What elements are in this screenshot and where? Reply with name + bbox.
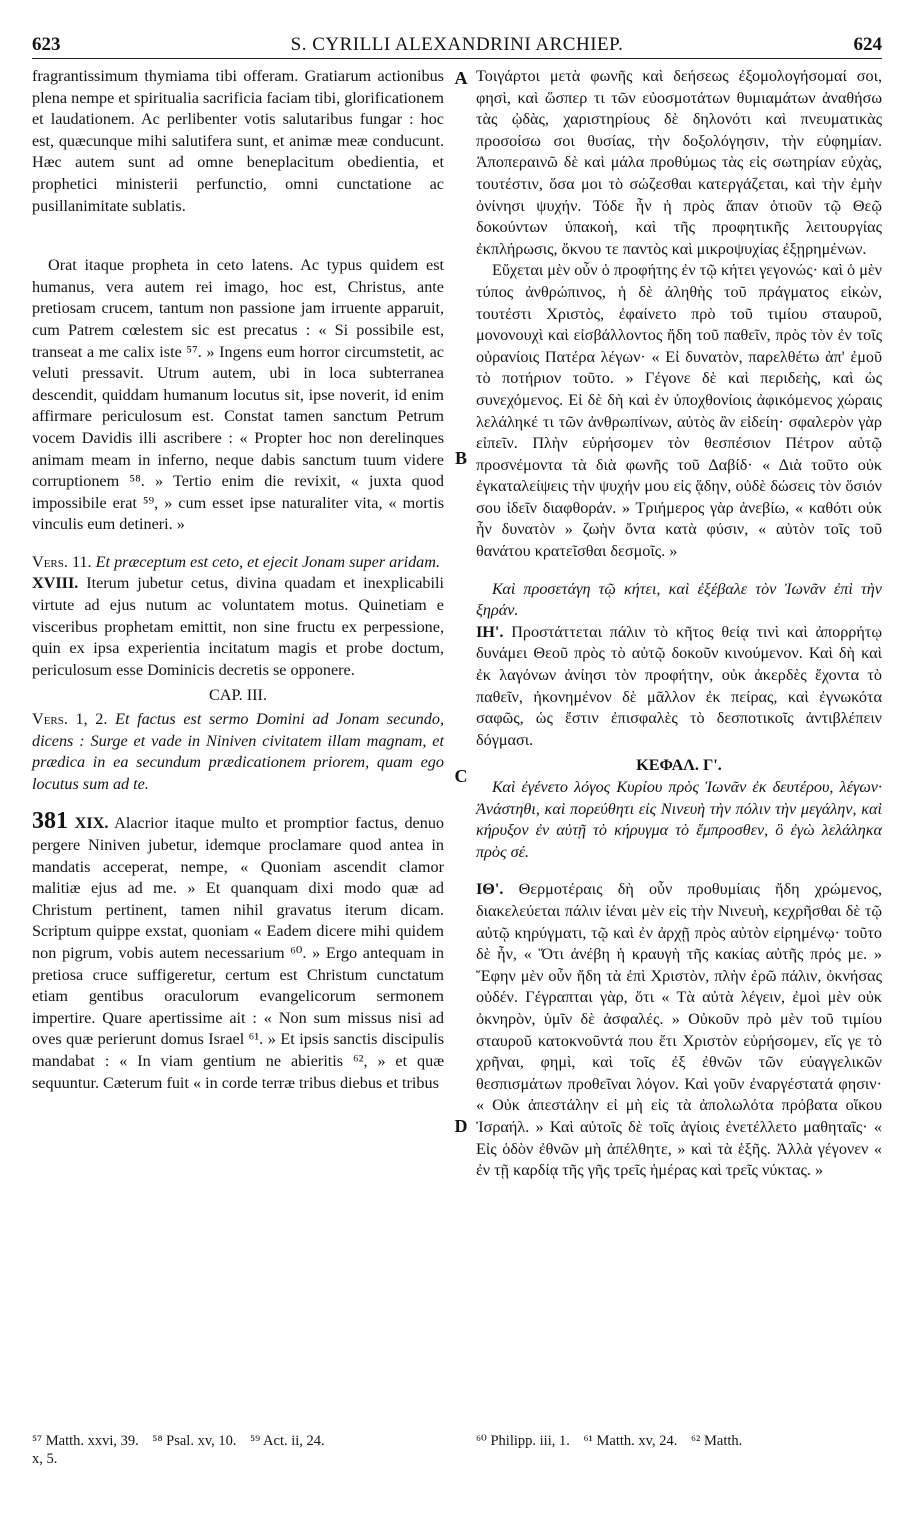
footnote-61: ⁶¹ Matth. xv, 24. <box>583 1433 678 1449</box>
latin-paragraph-4 <box>32 808 445 1094</box>
latin-section-19-label: XIX. <box>74 814 109 833</box>
latin-paragraph-2: Orat itaque propheta in ceto latens. Ac typus quidem est humanus, vera autem rei imago, hoc est, Christus, ante pretiosam crucem, tantum non passione jam irruente apparuit, cum Patrem cœlestem sic est precatus : « Si possibile est, transeat a me calix iste ⁵⁷. » Ingens eum horror circumstetit, ac veluti pressavit. Utrum autem, ubi in loca subterranea descendit, quiddam humanum locutus sit, ipse noverit, id enim affirmare periculosum est. Constat tamen sanctum Petrum vocem Davidis illi ascribere : « Propter hoc non derelinques animam meam in inferno, neque dabis sanctum tuum videre corruptionem ⁵⁸. » Tertio enim die revixit, « juxta quod impossibile erat ⁵⁹, » cum esset ipse naturaliter vita, « mortis vinculis eum detineri. » <box>32 256 444 534</box>
latin-verse-1-2-label: Vers. 1, 2. <box>32 710 108 729</box>
latin-paragraph-3 <box>32 573 444 681</box>
margin-letter-a: A <box>454 68 468 88</box>
latin-section-19-text: Alacrior itaque multo et promptior factus, denuo pergere Niniven jubetur, idemque proclamare quod antea in mandatis acceperat, nempe, « Quoniam ascendit clamor malitiæ ejus ad me. » Et quanquam dixi modo quæ ad Christum pertinent, tamen nihil gravatus iterum dicam. Scriptum quippe exstat, quoniam « Eadem dicere mihi quidem non pigrum, vobis autem necessarium ⁶⁰. » Ergo antequam in pretiosa cruce suffigeretur, certum est Christum cunctatum etiam gentibus oraculorum evangelicorum sermonem impertire. Quare apertissime ait : « Non sum missus nisi ad oves quæ perierunt domus Israel ⁶¹. » Et ipsis sanctis discipulis mandabat : « In viam gentium ne abieritis ⁶², » et quæ sequuntur. Cæterum fuit « in corde terræ tribus diebus et tribus <box>32 814 445 1092</box>
latin-column <box>32 66 444 1094</box>
column-number: 381 <box>32 808 68 835</box>
footnotes-right <box>476 1432 882 1450</box>
greek-paragraph-4 <box>476 879 882 1181</box>
page-number-right: 624 <box>853 34 882 55</box>
margin-letter-c: C <box>454 766 468 786</box>
margin-letter-b: B <box>454 448 467 468</box>
greek-verse-1-2: Καὶ ἐγένετο λόγος Κυρίου πρὸς Ἰωνᾶν ἐκ δευτέρου, λέγων· Ἀνάστηθι, καὶ πορεύθητι εἰς Νινευὴ τὴν πόλιν τὴν μεγάλην, καὶ κήρυξον ἐν αὐτῇ τὸ κήρυγμα τὸ ἔμπροσθεν, ὃ ἐγὼ λελάληκα πρὸς σέ. <box>476 778 882 861</box>
greek-verse-11: Καὶ προσετάγη τῷ κήτει, καὶ ἐξέβαλε τὸν Ἰωνᾶν ἐπὶ τὴν ξηράν. <box>476 579 882 620</box>
greek-column <box>476 66 882 1182</box>
footnote-57: ⁵⁷ Matth. xxvi, 39. <box>32 1433 139 1449</box>
latin-verse-1-2-text: Et factus est sermo Domini ad Jonam secundo, dicens : Surge et vade in Niniven civitatem illam magnam, et prædica in ea secundum prædicationem priorem, quam ego locutus sum ad te. <box>32 710 444 793</box>
latin-section-18-text: Iterum jubetur cetus, divina quadam et inexplicabili virtute ad ejus nutum ac voluntatem motus. Quinetiam e visceribus prophetam emittit, non sine fructu ex perpessione, quin ex ipsa experientia incitatum magis et probe doctum, periculosum esse Dominicis decretis se opponere. <box>32 574 445 679</box>
greek-chapter-heading: ΚΕΦΑΛ. Γ'. <box>636 756 722 775</box>
latin-verse-11 <box>32 552 444 574</box>
latin-verse-1-2 <box>32 709 444 795</box>
footnote-62-continuation: x, 5. <box>32 1451 58 1467</box>
latin-chapter-heading: CAP. III. <box>208 686 267 705</box>
footnote-58: ⁵⁸ Psal. xv, 10. <box>152 1433 237 1449</box>
latin-verse-11-text: Et præceptum est ceto, et ejecit Jonam super aridam. <box>95 552 440 571</box>
running-title: S. CYRILLI ALEXANDRINI ARCHIEP. <box>290 34 624 55</box>
footnote-59: ⁵⁹ Act. ii, 24. <box>250 1433 325 1449</box>
latin-paragraph-1: fragrantissimum thymiama tibi offeram. Gratiarum actionibus plena nempe et spiritualia sacrificia faciam tibi, glorificationem et laudationem. Ac perlibenter votis salutaribus fungar : hoc est, quæcunque mihi salutifera sunt, et animæ meæ conducunt. Hæc autem sunt ad omne beneplacitum obedientia, et prophetici ministerii perfunctio, omni cunctatione ac pusillanimitate sublatis. <box>32 67 444 215</box>
latin-section-18-label: XVIII. <box>32 574 79 593</box>
footnote-60: ⁶⁰ Philipp. iii, 1. <box>476 1433 570 1449</box>
page-number-left: 623 <box>32 34 61 55</box>
greek-paragraph-2: Εὔχεται μὲν οὖν ὁ προφήτης ἐν τῷ κήτει γεγονώς· καὶ ὁ μὲν τύπος ἀνθρώπινος, ἡ δὲ ἀληθὴς τοῦ πράγματος εἰκὼν, τουτέστι Χριστὸς, ἐφαίνετο πρὸ τοῦ τιμίου σταυροῦ, μονονουχὶ καὶ εἰσβάλλοντος ἤδη τοῦ παθεῖν, πρὸς τὸν ἐν τοῖς οὐρανίοις Πατέρα λέγων· « Εἰ δυνατὸν, παρελθέτω ἀπ' ἐμοῦ τὸ ποτήριον τοῦτο. » Γέγονε δὲ καὶ περιδεὴς, καὶ ὡς συνεχόμενος. Εἰ δὲ δὴ καὶ ἐν ὑποχθονίοις ἀφικόμενος χώραις λελάληκέ τι τῶν ἀνθρωπίνων, αὐτὸς ἂν εἰδείη· σφαλερὸν γὰρ εἰπεῖν. Πλὴν εὑρήσομεν τὸν θεσπέσιον Πέτρον αὐτῷ προσνέμοντα τὰ διὰ φωνῆς τοῦ Δαβίδ· « Διὰ τοῦτο οὐκ ἐγκαταλείψεις τὴν ψυχήν μου εἰς ᾅδην, οὐδὲ δώσεις τὸν ὅσιόν σου ἰδεῖν διαφθοράν. » Τριήμερος γὰρ ἀνεβίω, « καθότι οὐκ ἦν δυνατὸν » ζωὴν ὄντα κατὰ φύσιν, « αὐτὸν τοῖς τοῦ θανάτου κρατεῖσθαι δεσμοῖς. » <box>476 261 882 561</box>
footnote-62: ⁶² Matth. <box>690 1433 743 1449</box>
greek-section-19-label: ΙΘ'. <box>476 880 504 899</box>
latin-verse-11-label: Vers. 11. <box>32 552 92 571</box>
page-header <box>32 30 882 59</box>
greek-section-19-text: Θερμοτέραις δὴ οὖν προθυμίαις ἤδη χρώμενος, διακελεύεται πάλιν ἰέναι μὲν εἰς τὴν Νινευὴ, κεχρῆσθαι δὲ τῷ αὐτῷ κηρύγματι, τῷ καὶ ἐν ἀρχῇ πρὸς αὐτὸν εἰρημένῳ· τοῦτο δὲ ἦν, « Ὅτι ἀνέβη ἡ κραυγὴ τῆς κακίας αὐτῆς πρός με. » Ἔφην μὲν οὖν ἤδη τὰ ἐπὶ Χριστὸν, πλὴν ἐρῶ πάλιν, ὀκνήσας οὐδέν. Γέγραπται γὰρ, ὅτι « Τὰ αὐτὰ λέγειν, ἐμοὶ μὲν οὐκ ὀκνηρὸν, ὑμῖν δὲ ἀσφαλές. » Οὐκοῦν πρὸ μὲν τοῦ τιμίου σταυροῦ κατοκνοῦντά που ἔτι Χριστὸν εὑρήσομεν, εἴς γε τὸ χρῆναι, φημὶ, καὶ τοῖς ἐξ ἐθνῶν τῶν εὐαγγελικῶν θεσπισμάτων προθεῖναι λόγον. Καὶ γοῦν ἐναργέστατά φησιν· « Οὐκ ἀπεστάλην εἰ μὴ εἰς τὰ ἀπολωλότα πρόβατα οἴκου Ἰσραήλ. » Καὶ αὐτοῖς δὲ τοῖς ἁγίοις ἐνετέλλετο μαθηταῖς· « Εἰς ὁδὸν ἐθνῶν μὴ ἀπέλθητε, » καὶ τὰ ἑξῆς. Ἀλλὰ γέγονεν « ἐν τῇ καρδίᾳ τῆς γῆς τρεῖς ἡμέρας καὶ τρεῖς νύκτας. » <box>476 880 883 1180</box>
greek-section-18-text: Προστάττεται πάλιν τὸ κῆτος θείᾳ τινὶ καὶ ἀπορρήτῳ δυνάμει Θεοῦ πρὸς τὸ αὐτῷ δοκοῦν κινούμενον. Καὶ δὴ καὶ ἐκ λαγόνων ἀνίησι τὸν προφήτην, οὐκ ἀκερδὲς ἔχοντα τὸ παθεῖν, ἠκονημένον δὲ μᾶλλον ἐκ πείρας, καὶ ἐγνωκότα σαφῶς, ὡς ἔστιν ἐπισφαλὲς τὸ δεσποτικοῖς ἀντιβλέπειν δόγμασι. <box>476 622 883 749</box>
greek-paragraph-3 <box>476 622 882 752</box>
greek-paragraph-1: Τοιγάρτοι μετὰ φωνῆς καὶ δεήσεως ἐξομολογήσομαί σοι, φησὶ, καὶ ὥσπερ τι τῶν εὐοσμοτάτων θυμιαμάτων ἀναθήσω τὰς ᾠδὰς, χαριστηρίους δὲ δηλονότι καὶ πνευματικὰς προσοίσω σοι θυσίας, τὴν δοξολόγησιν, τὴν εὐφημίαν. Ἀποπεραινῶ δὲ καὶ μάλα προθύμως τὰς εἰς σωτηρίαν εὐχὰς, τουτέστιν, ὅσα μοι τὸ σώζεσθαι κατεργάζεται, καὶ τὴν ἐμὴν ὀνίνησι ψυχήν. Τόδε ἦν ἡ πρὸς ἅπαν ὁτιοῦν τῷ Θεῷ δοκούντων ὑπακοὴ, καὶ τῆς προφητικῆς λειτουργίας ἐκπλήρωσις, ὄκνου τε παντὸς καὶ μικροψυχίας ἐξῃρημένων. <box>476 67 882 258</box>
margin-letter-d: D <box>454 1116 468 1136</box>
footnotes-left <box>32 1432 444 1468</box>
greek-section-18-label: ΙΗ'. <box>476 622 504 641</box>
